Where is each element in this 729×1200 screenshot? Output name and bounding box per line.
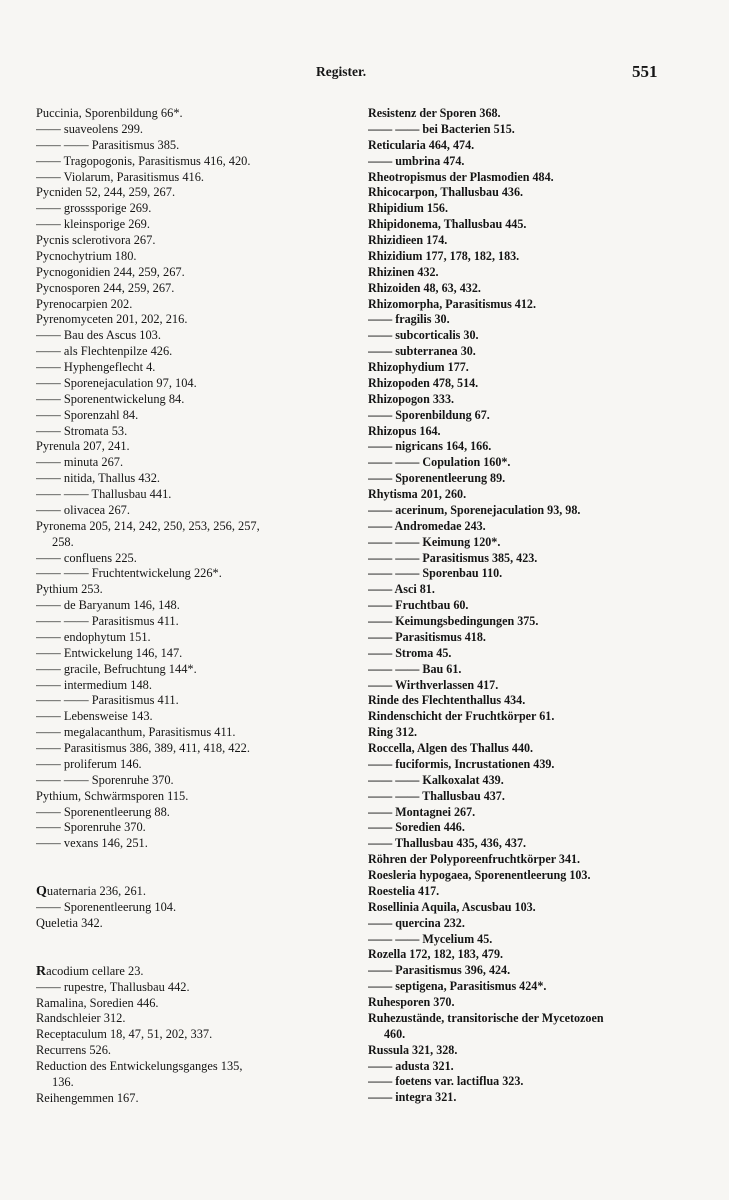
index-entry: —— adusta 321. <box>368 1058 454 1073</box>
index-spacer <box>36 852 358 884</box>
index-entry: —— minuta 267. <box>36 455 124 470</box>
index-entry: Receptaculum 18, 47, 51, 202, 337. <box>36 1027 213 1042</box>
index-entry: —— fragilis 30. <box>368 312 450 327</box>
index-entry: Recurrens 526. <box>36 1043 112 1058</box>
index-entry: —— grosssporige 269. <box>36 201 152 216</box>
index-entry: Rhizopus 164. <box>368 423 441 438</box>
index-entry: Rhizidium 177, 178, 182, 183. <box>368 248 520 263</box>
index-entry: Pyrenula 207, 241. <box>36 439 130 454</box>
index-entry: —— subcorticalis 30. <box>368 328 479 343</box>
left-index-column <box>36 106 358 1107</box>
index-entry: —— Sporenentleerung 89. <box>368 471 506 486</box>
index-entry: Rhizidieen 174. <box>368 233 448 247</box>
index-entry: —— Sporenentleerung 104. <box>36 900 177 914</box>
index-entry: 460. <box>384 1026 406 1041</box>
index-entry: —— —— bei Bacterien 515. <box>368 121 515 136</box>
index-entry: —— —— Sporenruhe 370. <box>36 772 174 787</box>
index-entry: Pycnosporen 244, 259, 267. <box>36 280 175 295</box>
index-entry: —— Sporenentwickelung 84. <box>36 391 185 406</box>
index-entry: —— —— Keimung 120*. <box>368 534 501 549</box>
index-entry: —— Fruchtbau 60. <box>368 598 469 613</box>
index-entry: —— acerinum, Sporenejaculation 93, 98. <box>368 502 581 517</box>
index-entry: —— —— Thallusbau 441. <box>36 487 172 501</box>
index-entry: Rheotropismus der Plasmodien 484. <box>368 169 554 184</box>
index-entry: —— —— Sporenbau 110. <box>368 566 503 581</box>
index-entry: —— —— Bau 61. <box>368 661 462 676</box>
index-entry: —— Keimungsbedingungen 375. <box>368 614 539 628</box>
index-entry: —— Andromedae 243. <box>368 518 486 533</box>
index-entry: Pythium 253. <box>36 582 103 597</box>
index-entry: —— Soredien 446. <box>368 820 465 835</box>
index-entry: —— als Flechtenpilze 426. <box>36 344 173 359</box>
index-entry: Rosellinia Aquila, Ascusbau 103. <box>368 899 536 914</box>
index-entry: Reihengemmen 167. <box>36 1090 139 1105</box>
index-entry: —— —— Thallusbau 437. <box>368 788 505 803</box>
index-entry: —— Parasitismus 396, 424. <box>368 963 511 978</box>
index-entry: —— —— Kalkoxalat 439. <box>368 772 504 787</box>
index-entry: Racodium cellare 23. <box>36 963 144 979</box>
index-entry: Pycnogonidien 244, 259, 267. <box>36 264 185 279</box>
index-entry: —— nigricans 164, 166. <box>368 439 492 454</box>
index-entry: Rhicocarpon, Thallusbau 436. <box>368 185 524 200</box>
index-entry: Rhizoiden 48, 63, 432. <box>368 280 481 295</box>
index-entry: Pyrenomyceten 201, 202, 216. <box>36 312 188 327</box>
index-entry: —— proliferum 146. <box>36 756 142 771</box>
index-entry: —— Parasitismus 386, 389, 411, 418, 422. <box>36 741 250 755</box>
index-entry: Rhizomorpha, Parasitismus 412. <box>368 296 536 311</box>
index-entry: —— gracile, Befruchtung 144*. <box>36 661 197 676</box>
index-entry: —— —— Parasitismus 411. <box>36 614 179 628</box>
index-entry: Rhizinen 432. <box>368 264 439 279</box>
index-entry: —— Hyphengeflecht 4. <box>36 360 156 374</box>
index-entry: —— rupestre, Thallusbau 442. <box>36 979 190 994</box>
index-entry: —— olivacea 267. <box>36 502 130 517</box>
index-entry: —— Sporenzahl 84. <box>36 407 139 422</box>
page-number: 551 <box>632 62 658 81</box>
index-entry: Pyronema 205, 214, 242, 250, 253, 256, 257, <box>36 518 260 533</box>
index-entry: —— vexans 146, 251. <box>36 836 148 851</box>
index-entry: —— —— Fruchtentwickelung 226*. <box>36 566 222 581</box>
index-entry: —— megalacanthum, Parasitismus 411. <box>36 725 236 740</box>
index-entry: —— Montagnei 267. <box>368 804 476 819</box>
index-entry: Rhizopoden 478, 514. <box>368 375 479 390</box>
index-entry: Roesleria hypogaea, Sporenentleerung 103. <box>368 868 591 882</box>
index-entry: —— Sporenentleerung 88. <box>36 804 170 819</box>
index-entry: 258. <box>52 534 74 549</box>
index-entry: —— subterranea 30. <box>368 344 476 359</box>
index-entry: Pythium, Schwärmsporen 115. <box>36 788 189 803</box>
index-entry: Rinde des Flechtenthallus 434. <box>368 693 526 708</box>
index-entry: 136. <box>52 1074 74 1089</box>
index-entry: —— Thallusbau 435, 436, 437. <box>368 836 527 851</box>
index-entry: —— confluens 225. <box>36 550 137 565</box>
index-entry: Röhren der Polyporeenfruchtkörper 341. <box>368 852 581 867</box>
index-entry: —— Sporenejaculation 97, 104. <box>36 375 197 390</box>
index-entry: —— Violarum, Parasitismus 416. <box>36 169 205 184</box>
index-entry: Roccella, Algen des Thallus 440. <box>368 741 534 755</box>
index-entry: —— —— Parasitismus 411. <box>36 693 179 708</box>
index-entry: Rhipidium 156. <box>368 201 448 216</box>
index-entry: Reticularia 464, 474. <box>368 137 475 152</box>
index-entry: Russula 321, 328. <box>368 1042 458 1057</box>
index-entry: —— Wirthverlassen 417. <box>368 677 499 692</box>
index-entry: —— Sporenruhe 370. <box>36 820 146 835</box>
index-entry: —— Stroma 45. <box>368 645 452 660</box>
index-entry: Queletia 342. <box>36 915 103 930</box>
index-entry: —— quercina 232. <box>368 915 465 930</box>
index-entry: Ramalina, Soredien 446. <box>36 995 159 1010</box>
index-entry: —— intermedium 148. <box>36 677 152 692</box>
index-entry: Rozella 172, 182, 183, 479. <box>368 947 504 962</box>
index-entry: Rhizopogon 333. <box>368 391 455 406</box>
index-entry: —— —— Parasitismus 385. <box>36 137 180 152</box>
index-entry: Roestelia 417. <box>368 883 440 898</box>
index-entry: Pyrenocarpien 202. <box>36 296 133 311</box>
index-entry: —— umbrina 474. <box>368 153 465 168</box>
index-entry: —— septigena, Parasitismus 424*. <box>368 979 547 994</box>
index-entry: —— —— Copulation 160*. <box>368 455 511 470</box>
index-spacer <box>36 932 358 964</box>
index-entry: —— kleinsporige 269. <box>36 217 150 232</box>
index-entry: Puccinia, Sporenbildung 66*. <box>36 106 183 120</box>
index-entry: Ring 312. <box>368 725 418 740</box>
index-entry: Pycniden 52, 244, 259, 267. <box>36 185 176 200</box>
index-entry: Pycnochytrium 180. <box>36 248 137 263</box>
index-entry: —— Parasitismus 418. <box>368 629 486 644</box>
index-entry: Randschleier 312. <box>36 1011 126 1026</box>
index-entry: Rhytisma 201, 260. <box>368 487 467 501</box>
index-entry: —— fuciformis, Incrustationen 439. <box>368 756 555 771</box>
index-entry: —— —— Parasitismus 385, 423. <box>368 550 538 565</box>
index-entry: —— Bau des Ascus 103. <box>36 328 161 343</box>
index-entry: —— Tragopogonis, Parasitismus 416, 420. <box>36 153 251 168</box>
index-entry: —— endophytum 151. <box>36 629 151 644</box>
index-entry: Rindenschicht der Fruchtkörper 61. <box>368 709 555 724</box>
index-entry: Ruhezustände, transitorische der Mycetozoen <box>368 1010 604 1025</box>
index-entry: Rhizophydium 177. <box>368 360 469 374</box>
index-entry: —— foetens var. lactiflua 323. <box>368 1074 524 1089</box>
running-head: Register. <box>316 64 367 79</box>
index-entry: —— integra 321. <box>368 1090 457 1105</box>
right-index-column <box>368 106 698 1106</box>
index-entry: —— —— Mycelium 45. <box>368 931 493 946</box>
index-entry: —— suaveolens 299. <box>36 121 144 136</box>
index-entry: —— Entwickelung 146, 147. <box>36 645 183 660</box>
index-entry: —— Lebensweise 143. <box>36 709 153 724</box>
index-entry: Reduction des Entwickelungsganges 135, <box>36 1059 243 1073</box>
index-entry: Pycnis sclerotivora 267. <box>36 233 156 247</box>
index-entry: Quaternaria 236, 261. <box>36 884 146 900</box>
index-entry: Rhipidonema, Thallusbau 445. <box>368 217 527 232</box>
index-entry: —— nitida, Thallus 432. <box>36 471 161 486</box>
index-entry: —— Stromata 53. <box>36 423 128 438</box>
index-entry: —— de Baryanum 146, 148. <box>36 598 180 613</box>
index-entry: Resistenz der Sporen 368. <box>368 106 501 120</box>
index-entry: —— Asci 81. <box>368 582 435 597</box>
index-entry: Ruhesporen 370. <box>368 995 455 1009</box>
index-entry: —— Sporenbildung 67. <box>368 407 490 422</box>
